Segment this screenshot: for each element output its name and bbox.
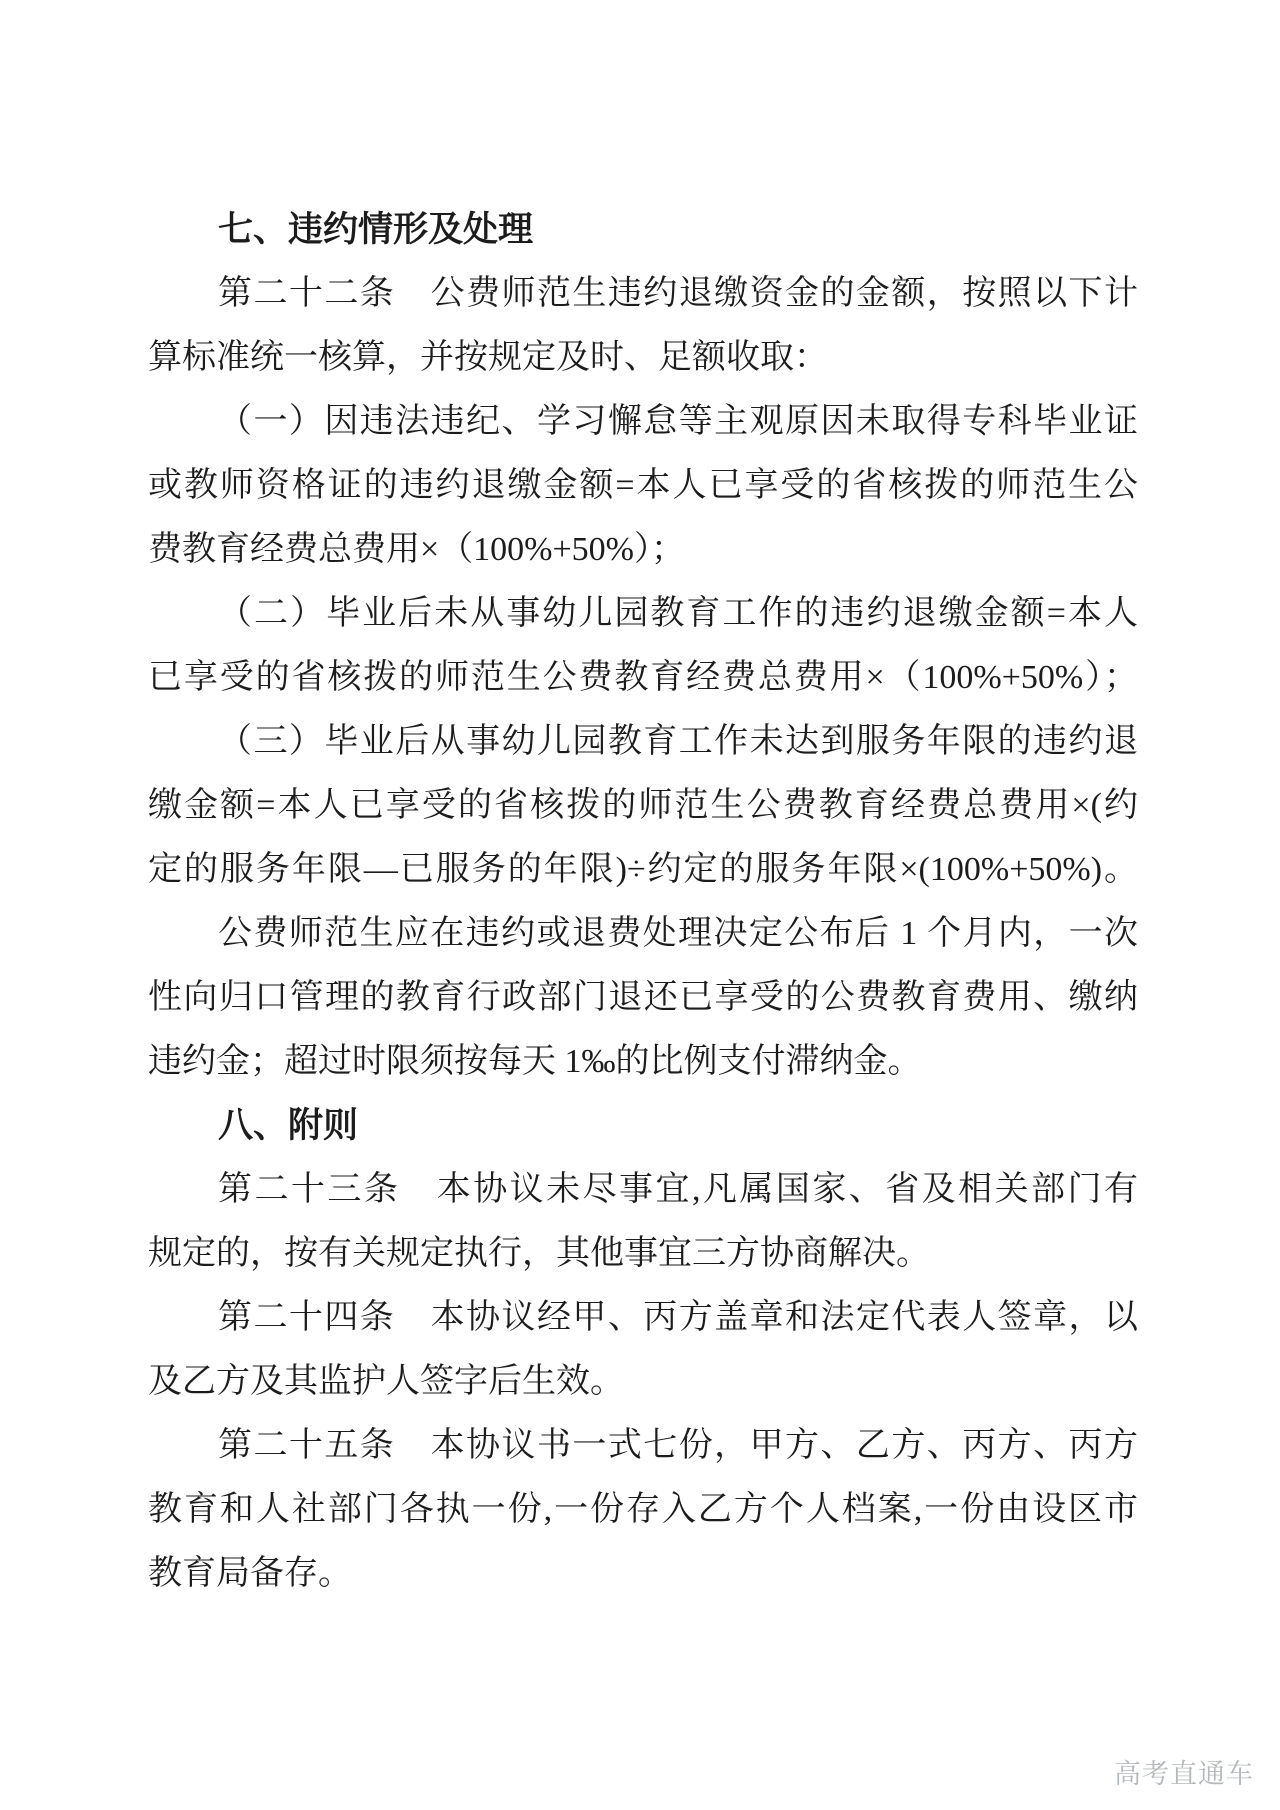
text-line: 定的服务年限—已服务的年限)÷约定的服务年限×(100%+50%)。 (148, 851, 1138, 888)
text-line: 及乙方及其监护人签字后生效。 (148, 1363, 624, 1400)
text-line: 第二十五条 本协议书一式七份，甲方、乙方、丙方、丙方 (218, 1427, 1138, 1464)
section-heading: 七、违约情形及处理 (218, 210, 534, 249)
watermark-label: 高考直通车 (1114, 1759, 1254, 1789)
section-heading: 八、附则 (218, 1106, 359, 1145)
text-line: （二）毕业后未从事幼儿园教育工作的违约退缴金额=本人 (218, 595, 1138, 632)
text-line: 性向归口管理的教育行政部门退还已享受的公费教育费用、缴纳 (148, 979, 1138, 1016)
text-line: 第二十三条 本协议未尽事宜,凡属国家、省及相关部门有 (218, 1171, 1138, 1208)
text-line: 公费师范生应在违约或退费处理决定公布后 1 个月内，一次 (218, 915, 1138, 952)
text-line: （三）毕业后从事幼儿园教育工作未达到服务年限的违约退 (218, 723, 1138, 760)
text-line: 已享受的省核拨的师范生公费教育经费总费用×（100%+50%）； (148, 659, 1138, 696)
text-line: 教育局备存。 (148, 1555, 352, 1592)
text-line: 第二十四条 本协议经甲、丙方盖章和法定代表人签章，以 (218, 1299, 1138, 1336)
document-body (148, 198, 1138, 1606)
text-line: 费教育经费总费用×（100%+50%）； (148, 531, 685, 568)
text-line: 缴金额=本人已享受的省核拨的师范生公费教育经费总费用×(约 (148, 787, 1138, 824)
text-line: 第二十二条 公费师范生违约退缴资金的金额，按照以下计 (218, 275, 1138, 312)
text-line: 规定的，按有关规定执行，其他事宜三方协商解决。 (148, 1235, 930, 1272)
text-line: 违约金；超过时限须按每天 1‰的比例支付滞纳金。 (148, 1043, 922, 1080)
text-line: 算标准统一核算，并按规定及时、足额收取： (148, 339, 828, 376)
text-line: 教育和人社部门各执一份,一份存入乙方个人档案,一份由设区市 (148, 1491, 1138, 1528)
text-line: （一）因违法违纪、学习懈怠等主观原因未取得专科毕业证 (218, 403, 1138, 440)
text-line: 或教师资格证的违约退缴金额=本人已享受的省核拨的师范生公 (148, 467, 1138, 504)
